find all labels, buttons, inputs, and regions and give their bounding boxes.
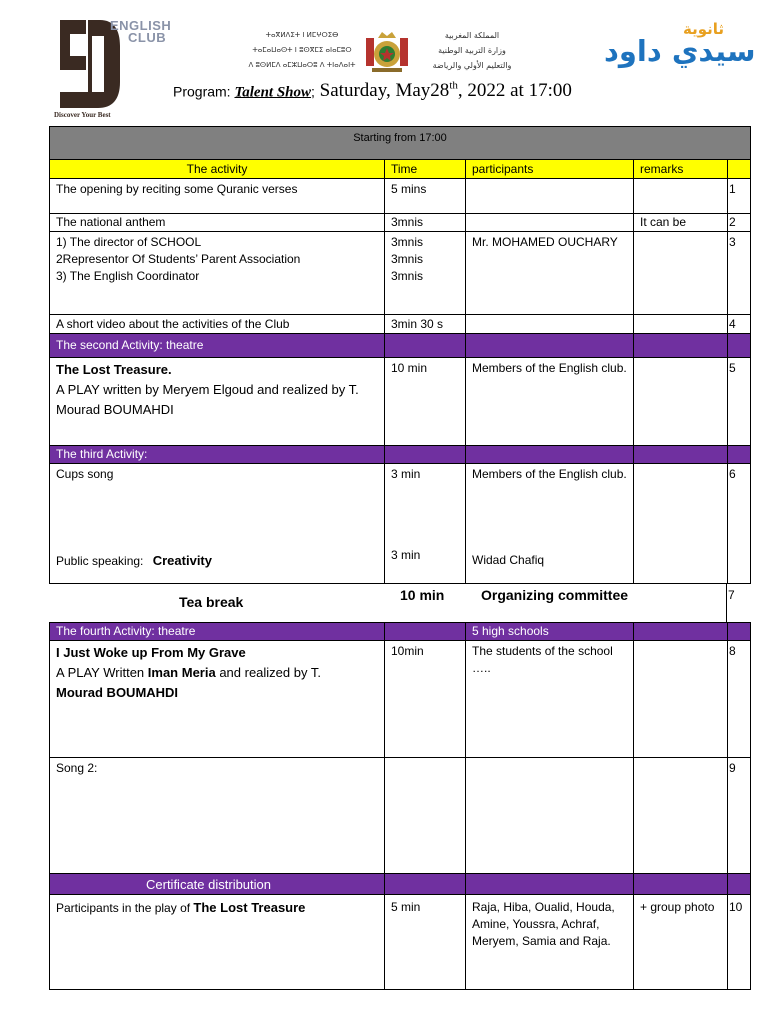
header-participants: participants [466,160,634,178]
table-row [49,178,751,213]
public-speaking-title: Creativity [152,553,212,568]
tea-break-remarks [633,584,727,622]
program-show-name: Talent Show [234,84,312,101]
play-author: Iman Meria [147,665,216,680]
remarks-cell [634,641,728,757]
remarks-cell [634,758,728,873]
tea-break-participants: Organizing committee [481,587,629,603]
section-empty-cell [728,446,750,463]
section-title-fourth: The fourth Activity: theatre [50,623,385,640]
table-row [49,314,751,333]
section-empty-cell [634,446,728,463]
participants-cell [466,758,634,873]
activity-cell: Song 2: [50,758,385,873]
remarks-cell [634,179,728,213]
activity-cell: The opening by reciting some Quranic verses [50,179,385,213]
row-number: 3 [729,235,736,249]
participants-cell [466,315,634,333]
participants-cell: Mr. MOHAMED OUCHARY [466,232,634,314]
participants-line-1: The students of the school [472,644,613,658]
row-number: 7 [728,588,735,602]
section-empty-cell [466,874,634,894]
participants-cell [466,641,634,757]
time-cell: 5 mins [385,179,466,213]
remarks-cell [634,464,728,583]
table-row [49,213,751,231]
section-row [49,333,751,357]
tifinagh-line-1: ⵜⴰⴳⵍⴷⵉⵜ ⵏ ⵍⵎⵖⵔⵉⴱ [265,31,339,39]
row-number: 4 [729,317,736,331]
time-cell: 3mnis [385,214,466,231]
cups-song: Cups song [56,467,114,481]
tea-break-time: 10 min [400,587,445,603]
time-1: 3mnis [391,235,424,249]
activity-cell [50,232,385,314]
row-number: 2 [729,215,736,229]
table-row [49,757,751,873]
time-cell [385,758,466,873]
tifinagh-line-2: ⵜⴰⵎⴰⵡⴰⵙⵜ ⵏ ⵓⵙⴳⵎⵉ ⴰⵏⴰⵎⵓⵔ [252,46,352,54]
play-director: Mourad BOUMAHDI [56,402,174,417]
section-title-third: The third Activity: [50,446,385,463]
row-number: 5 [729,361,736,375]
header-activity: The activity [50,160,385,178]
section-empty-cell [385,334,466,357]
activity-cell [50,464,385,583]
time-2: 3mnis [391,252,424,266]
activity-cell [50,641,385,757]
section-empty-cell [466,446,634,463]
table-header-row [49,159,751,178]
moroccan-emblem-icon [364,30,410,74]
play-desc-c: and realized by T. [215,665,321,680]
play-desc-a: A PLAY Written [56,665,148,680]
section-participants: 5 high schools [466,623,634,640]
row-number: 8 [729,644,736,658]
ministry-tifinagh [246,28,358,73]
section-empty-cell [634,334,728,357]
cups-song-time: 3 min [391,467,421,481]
row-number: 10 [729,900,743,914]
time-cell: 10min [385,641,466,757]
public-speaking-participant: Widad Chafiq [472,553,545,567]
club-logo-word2: CLUB [128,30,167,45]
speaker-3: 3) The English Coordinator [56,269,200,283]
remarks-cell [634,232,728,314]
play-title: I Just Woke up From My Grave [56,645,246,660]
participants-cell [466,179,634,213]
activity-cell [50,358,385,445]
program-date-sup: th [449,80,458,92]
school-logo-name: سيدي داود [604,34,756,68]
activity-cell: A short video about the activities of the Club [50,315,385,333]
row-number: 6 [729,467,736,481]
speaker-2: 2Representor Of Students’ Parent Association [56,252,301,266]
time-cell: 3min 30 s [385,315,466,333]
logo-tagline: Discover Your Best [54,111,111,119]
play-title: The Lost Treasure. [56,362,172,377]
remarks-cell [634,358,728,445]
club-logo-text [110,20,171,44]
section-empty-cell [634,623,728,640]
certificate-play: The Lost Treasure [193,900,306,915]
activity-cell: The national anthem [50,214,385,231]
play-director: Mourad BOUMAHDI [56,685,179,700]
ministry-arabic [412,28,532,73]
participants-cell [466,214,634,231]
header-time: Time [385,160,466,178]
table-row [49,463,751,583]
cups-song-participants: Members of the English club. [472,467,627,481]
tea-break-label: Tea break [179,594,244,610]
program-date-part1: Saturday, May28 [314,80,450,102]
program-table [49,126,751,990]
section-empty-cell [385,446,466,463]
public-speaking-time: 3 min [391,548,421,562]
section-empty-cell [634,874,728,894]
table-title-row [49,126,751,159]
row-number: 9 [729,761,736,775]
arabic-line-1: المملكة المغربية [444,31,500,40]
arabic-line-3: والتعليم الأولي والرياضة [432,61,512,70]
play-description: A PLAY written by Meryem Elgoud and realized by T. [56,382,359,397]
section-empty-cell [466,334,634,357]
school-logo [604,20,756,76]
table-row [49,640,751,757]
ministry-header [246,28,532,78]
section-empty-cell [728,623,750,640]
section-empty-cell [385,874,466,894]
row-number: 1 [729,182,736,196]
participants-line-2: ….. [472,661,491,675]
section-title-second: The second Activity: theatre [50,334,385,357]
english-club-logo [52,18,172,120]
time-cell [385,464,466,583]
time-cell [385,232,466,314]
program-date [315,80,572,101]
program-label: Program: [173,83,235,100]
section-row [49,445,751,463]
section-empty-cell [728,334,750,357]
table-title: Starting from 17:00 [353,132,447,144]
section-empty-cell [728,874,750,894]
program-title [173,80,572,102]
tea-break-row [49,583,751,622]
certificate-desc: Participants in the play of [56,901,194,915]
table-row [49,231,751,314]
section-empty-cell [385,623,466,640]
section-row [49,873,751,894]
header-remarks: remarks [634,160,728,178]
participants-cell: Raja, Hiba, Oualid, Houda, Amine, Youssra, Achraf, Meryem, Samia and Raja. [466,895,634,989]
participants-cell: Members of the English club. [466,358,634,445]
activity-cell [50,895,385,989]
arabic-line-2: وزارة التربية الوطنية [438,46,506,55]
club-logo-word1: ENGLISH [110,18,172,33]
table-row [49,894,751,990]
section-title-certificate: Certificate distribution [50,874,385,894]
program-date-part2: , 2022 at 17:00 [457,80,572,102]
public-speaking [56,552,212,570]
school-logo-top: ثانوية [682,20,724,38]
tifinagh-line-3: ⴷ ⵓⵙⵍⵎⴷ ⴰⵎⵣⵡⴰⵔⵓ ⴷ ⵜⵏⴰⴷⴰⵏⵜ [248,61,356,69]
remarks-cell [634,315,728,333]
table-row [49,357,751,445]
remarks-cell: It can be [634,214,728,231]
time-3: 3mnis [391,269,424,283]
time-cell: 10 min [385,358,466,445]
participants-cell [466,464,634,583]
section-row [49,622,751,640]
header-number [728,160,750,178]
program-separator: ; [311,83,315,100]
public-speaking-label: Public speaking: [56,554,144,568]
remarks-cell: + group photo [634,895,728,989]
time-cell: 5 min [385,895,466,989]
speaker-1: 1) The director of SCHOOL [56,235,202,249]
